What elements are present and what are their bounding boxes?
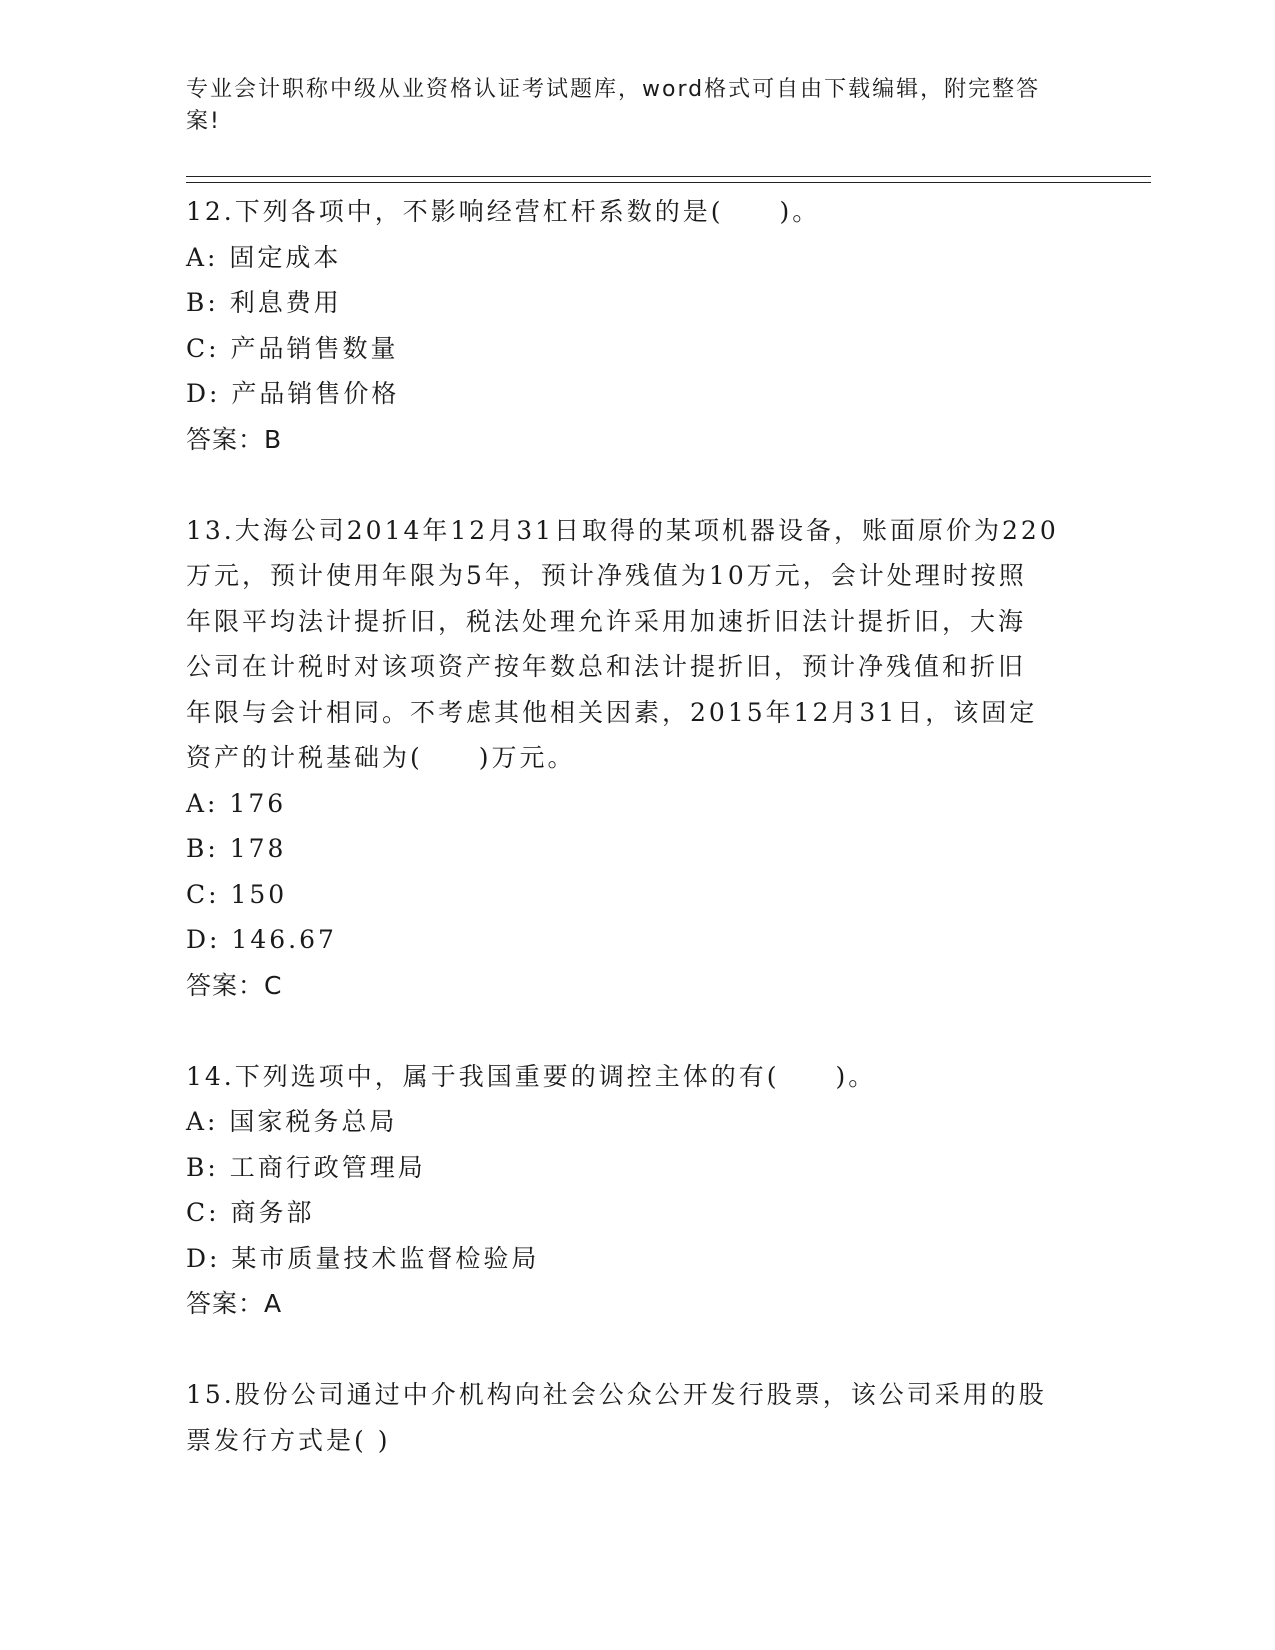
stem-line: 公司在计税时对该项资产按年数总和法计提折旧，预计净残值和折旧 bbox=[186, 652, 1027, 681]
question-12 bbox=[186, 189, 1086, 462]
answer: 答案：C bbox=[186, 970, 283, 1000]
question-stem bbox=[186, 1372, 1086, 1463]
document-header bbox=[186, 74, 1066, 138]
stem-line: 资产的计税基础为( )万元。 bbox=[186, 743, 576, 772]
option-b: B: 178 bbox=[186, 834, 287, 863]
header-divider-top bbox=[186, 176, 1151, 177]
question-14 bbox=[186, 1054, 1086, 1327]
question-list bbox=[186, 189, 1086, 1463]
stem-line: 年限平均法计提折旧，税法处理允许采用加速折旧法计提折旧，大海 bbox=[186, 606, 1027, 636]
stem-line: 15.股份公司通过中介机构向社会公众公开发行股票，该公司采用的股 bbox=[186, 1380, 1047, 1409]
option-c: C: 产品销售数量 bbox=[186, 333, 399, 363]
option-a: A: 国家税务总局 bbox=[186, 1107, 398, 1136]
option-a: A: 176 bbox=[186, 788, 287, 818]
question-stem bbox=[186, 1054, 1086, 1100]
question-spacer bbox=[186, 1008, 1086, 1054]
header-line-2: 案! bbox=[186, 109, 221, 134]
stem-line: 万元，预计使用年限为5年，预计净残值为10万元，会计处理时按照 bbox=[186, 561, 1027, 590]
question-15 bbox=[186, 1372, 1086, 1463]
question-spacer bbox=[186, 462, 1086, 508]
question-stem bbox=[186, 189, 1086, 235]
option-c: C: 商务部 bbox=[186, 1198, 315, 1227]
stem-line: 12.下列各项中，不影响经营杠杆系数的是( )。 bbox=[186, 197, 821, 226]
option-b: B: 工商行政管理局 bbox=[186, 1152, 426, 1182]
option-b: B: 利息费用 bbox=[186, 288, 342, 317]
answer: 答案：A bbox=[186, 1289, 283, 1318]
option-d: D: 146.67 bbox=[186, 925, 337, 954]
header-line-1: 专业会计职称中级从业资格认证考试题库，word格式可自由下载编辑，附完整答 bbox=[186, 77, 1041, 102]
option-d: D: 产品销售价格 bbox=[186, 379, 400, 408]
question-13 bbox=[186, 508, 1086, 1009]
stem-line: 13.大海公司2014年12月31日取得的某项机器设备，账面原价为220 bbox=[186, 515, 1059, 545]
question-spacer bbox=[186, 1327, 1086, 1373]
option-d: D: 某市质量技术监督检验局 bbox=[186, 1243, 540, 1273]
option-a: A: 固定成本 bbox=[186, 242, 342, 272]
option-c: C: 150 bbox=[186, 879, 288, 909]
stem-line: 年限与会计相同。不考虑其他相关因素，2015年12月31日，该固定 bbox=[186, 697, 1038, 727]
stem-line: 票发行方式是( ) bbox=[186, 1425, 391, 1455]
answer: 答案：B bbox=[186, 424, 283, 454]
question-stem bbox=[186, 508, 1086, 781]
stem-line: 14.下列选项中，属于我国重要的调控主体的有( )。 bbox=[186, 1061, 877, 1091]
header-divider-bottom bbox=[186, 182, 1151, 183]
